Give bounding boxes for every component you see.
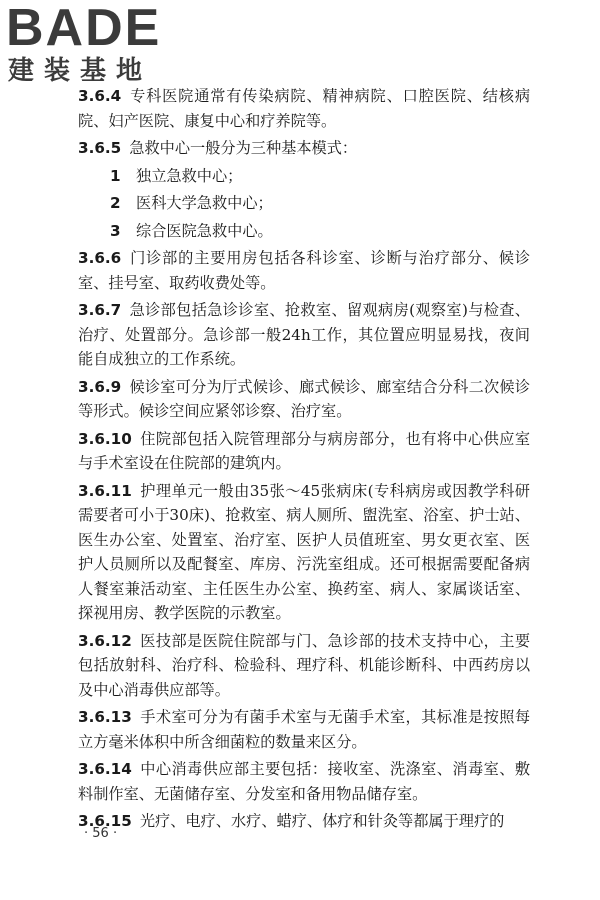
clause-text: 专科医院通常有传染病院、精神病院、口腔医院、结核病院、妇产医院、康复中心和疗养院等。 xyxy=(78,87,530,130)
clause-text: 住院部包括入院管理部分与病房部分，也有将中心供应室与手术室设在住院部的建筑内。 xyxy=(78,429,530,472)
logo-subtitle: 建装基地 xyxy=(8,56,153,86)
logo-wordmark: BADE xyxy=(6,0,162,57)
clause-3-6-10 xyxy=(78,427,530,476)
clause-3-6-11 xyxy=(78,479,530,626)
clause-text: 医技部是医院住院部与门、急诊部的技术支持中心，主要包括放射科、治疗科、检验科、理疗科、机能诊断科、中西药房以及中心消毒供应部等。 xyxy=(78,631,530,699)
clause-number: 3.6.15 xyxy=(78,812,132,830)
clause-text: 候诊室可分为厅式候诊、廊式候诊、廊室结合分科二次候诊等形式。候诊空间应紧邻诊察、治疗室。 xyxy=(78,377,530,420)
clause-3-6-7 xyxy=(78,298,530,372)
clause-number: 3.6.6 xyxy=(78,249,122,267)
list-item-number: 2 xyxy=(110,194,121,212)
clause-number: 3.6.10 xyxy=(78,429,132,448)
clause-3-6-12 xyxy=(78,629,530,703)
clause-text: 手术室可分为有菌手术室与无菌手术室，其标准是按照每立方毫米体积中所含细菌粒的数量来区分。 xyxy=(78,708,530,751)
clause-3-6-15 xyxy=(78,809,530,834)
clause-text: 门诊部的主要用房包括各科诊室、诊断与治疗部分、候诊室、挂号室、取药收费处等。 xyxy=(78,249,530,292)
list-item xyxy=(78,219,530,244)
clause-3-6-9 xyxy=(78,375,530,424)
clause-text: 护理单元一般由35张～45张病床(专科病房或因教学科研需要者可小于30床)、抢救室、病人厕所、盥洗室、浴室、护士站、医生办公室、处置室、治疗室、医护人员值班室、男女更衣室、医护人员厕所以及配餐室、库房、污洗室组成。还可根据需要配备病人餐室兼活动室、主任医生办公室、换药室、病人、家属谈话室、探视用房、教学医院的示教室。 xyxy=(78,481,530,622)
list-item-number: 3 xyxy=(110,221,121,240)
clause-text: 中心消毒供应部主要包括：接收室、洗涤室、消毒室、敷料制作室、无菌储存室、分发室和备用物品储存室。 xyxy=(78,760,530,803)
bade-logo xyxy=(6,0,176,90)
clause-number: 3.6.7 xyxy=(78,301,122,319)
clause-text: 光疗、电疗、水疗、蜡疗、体疗和针灸等都属于理疗的 xyxy=(139,812,505,830)
list-item xyxy=(78,164,530,189)
clause-number: 3.6.13 xyxy=(78,708,132,726)
clause-number: 3.6.12 xyxy=(78,631,132,650)
clause-3-6-5 xyxy=(78,136,530,161)
clause-3-6-6 xyxy=(78,246,530,295)
list-item-text: 综合医院急救中心。 xyxy=(136,221,273,240)
list-item-text: 独立急救中心； xyxy=(136,166,243,185)
list-item-number: 1 xyxy=(110,166,121,185)
clause-3-6-4 xyxy=(78,84,530,133)
clause-number: 3.6.11 xyxy=(78,481,132,500)
list-item-text: 医科大学急救中心； xyxy=(136,194,273,212)
page-number: · 56 · xyxy=(84,826,118,841)
clause-number: 3.6.4 xyxy=(78,87,122,105)
clause-number: 3.6.14 xyxy=(78,760,132,778)
clause-3-6-13 xyxy=(78,705,530,754)
clause-number: 3.6.9 xyxy=(78,377,122,396)
list-item xyxy=(78,191,530,216)
clause-text: 急诊部包括急诊诊室、抢救室、留观病房(观察室)与检查、治疗、处置部分。急诊部一般24h工作，其位置应明显易找，夜间能自成独立的工作系统。 xyxy=(78,301,530,368)
document-body xyxy=(78,84,530,837)
clause-number: 3.6.5 xyxy=(78,139,122,157)
clause-text: 急救中心一般分为三种基本模式： xyxy=(129,139,358,157)
clause-3-6-14 xyxy=(78,757,530,806)
